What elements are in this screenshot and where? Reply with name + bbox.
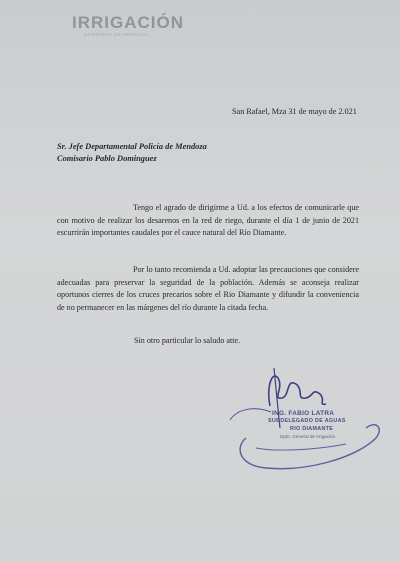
paragraph-2 xyxy=(57,264,359,314)
irrigacion-logo: IRRIGACIÓN xyxy=(72,13,184,32)
signer-area: RIO DIAMANTE xyxy=(290,426,334,432)
paragraph-2-text: Por lo tanto recomienda a Ud. adoptar las precauciones que considere adecuadas para preservar la seguridad de la población. Además se aconseja realizar oportunos cierres de los cruces precarios sobre el Rio Diamante y difundir la conveniencia de no permanecer en las márgenes del río durante la citada fecha. xyxy=(57,265,359,312)
recipient-line-2: Comisario Pablo Dominguez xyxy=(57,154,157,163)
paragraph-1-text: Tengo el agrado de dirigirme a Ud. a los efectos de comunicarle que con motivo de realizar los desarenos en la red de riego, durante el día 1 de junio de 2021 escurrirán importantes caudales por el cauce natural del Río Diamante. xyxy=(57,203,359,238)
date-line: San Rafael, Mza 31 de mayo de 2.021 xyxy=(232,107,357,116)
recipient-line-1: Sr. Jefe Departamental Policía de Mendoza xyxy=(57,142,207,151)
logo-subtitle: GOBIERNO DE MENDOZA xyxy=(84,32,150,37)
paragraph-1 xyxy=(57,202,359,240)
signer-name: ING. FABIO LATRA xyxy=(272,410,335,417)
closing-line: Sin otro particular lo saludo atte. xyxy=(134,336,241,345)
signer-title: SUBDELEGADO DE AGUAS xyxy=(268,418,346,424)
signer-org: Dpto. General de Irrigación xyxy=(280,434,336,439)
